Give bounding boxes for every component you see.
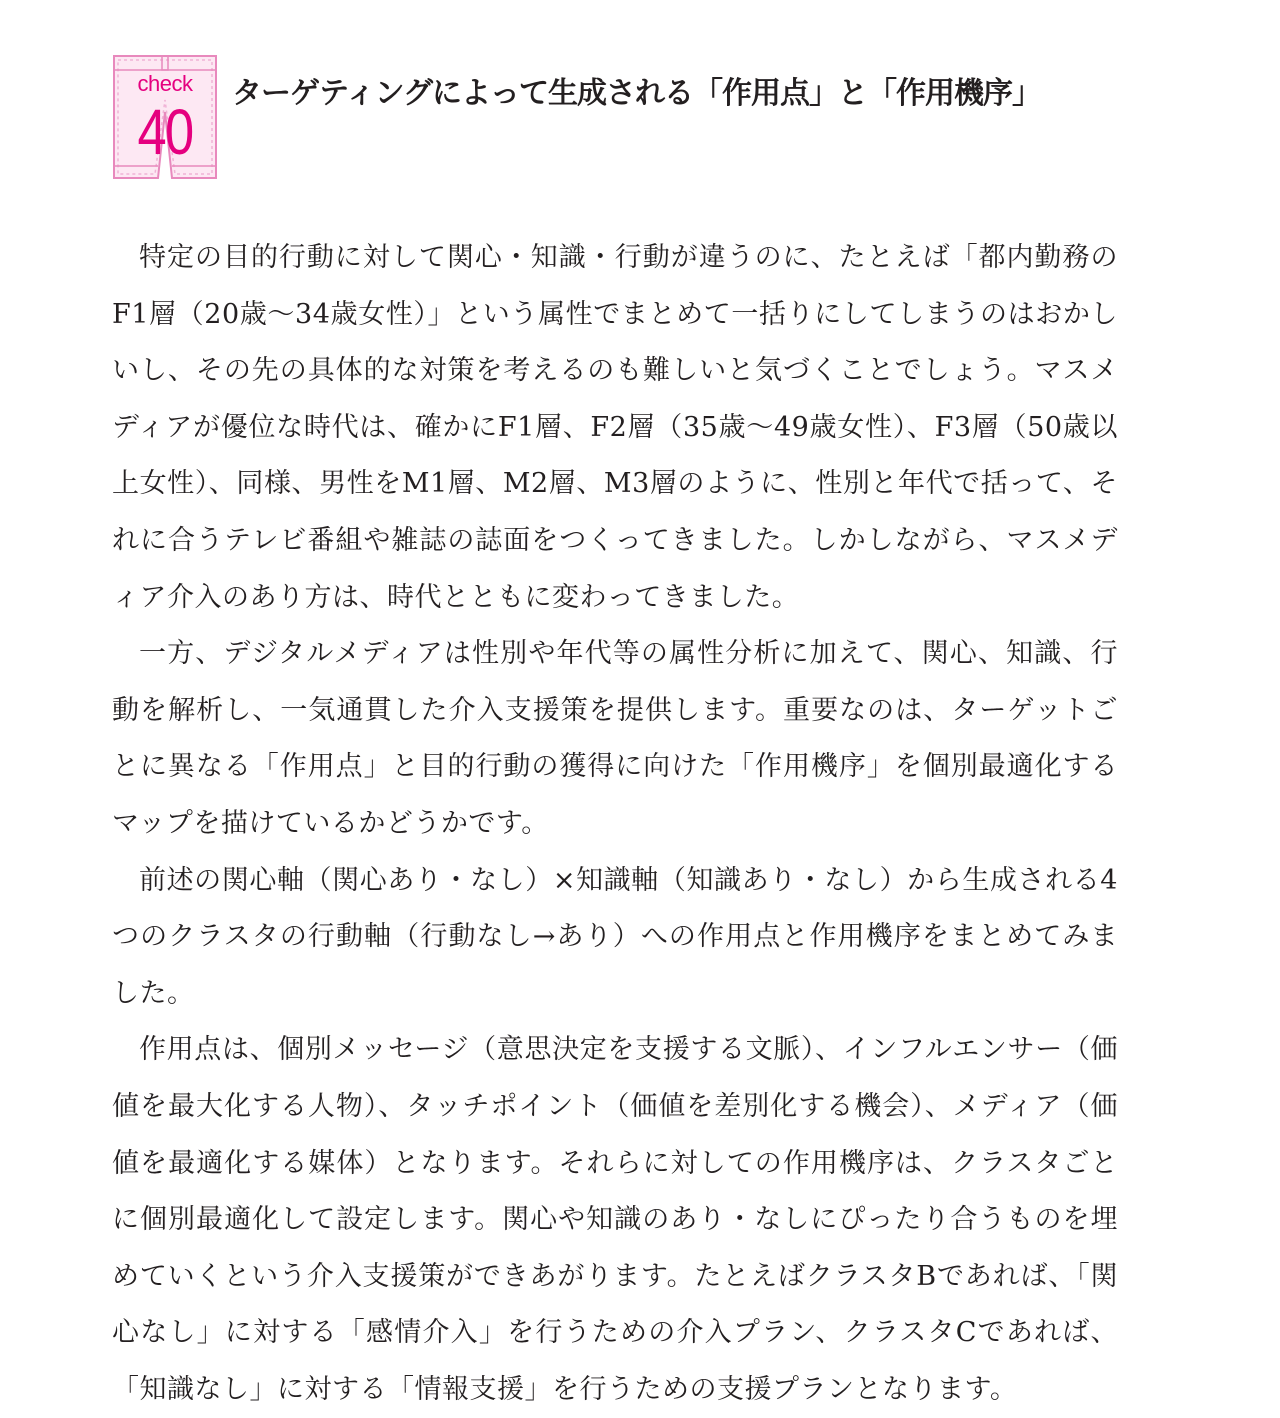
check-badge bbox=[108, 52, 222, 182]
body-text bbox=[112, 230, 1118, 1418]
badge-check-label: check bbox=[137, 71, 193, 96]
paragraph-1: 特定の目的行動に対して関心・知識・行動が違うのに、たとえば「都内勤務のF1層（20歳～34歳女性）」という属性でまとめて一括りにしてしまうのはおかしいし、その先の具体的な対策を考えるのも難しいと気づくことでしょう。マスメディアが優位な時代は、確かにF1層、F2層（35歳～49歳女性）、F3層（50歳以上女性）、同様、男性をM1層、M2層、M3層のように、性別と年代で括って、それに合うテレビ番組や雑誌の誌面をつくってきました。しかしながら、マスメディア介入のあり方は、時代とともに変わってきました。 bbox=[112, 242, 1118, 613]
paragraph-4: 作用点は、個別メッセージ（意思決定を支援する文脈）、インフルエンサー（価値を最大化する人物）、タッチポイント（価値を差別化する機会）、メディア（価値を最適化する媒体）となります。それらに対しての作用機序は、クラスタごとに個別最適化して設定します。関心や知識のあり・なしにぴったり合うものを埋めていくという介入支援策ができあがります。たとえばクラスタBであれば、「関心なし」に対する「感情介入」を行うための介入プラン、クラスタCであれば、「知識なし」に対する「情報支援」を行うための支援プランとなります。 bbox=[112, 1034, 1118, 1405]
paragraph-3: 前述の関心軸（関心あり・なし）×知識軸（知識あり・なし）から生成される4つのクラスタの行動軸（行動なし→あり）への作用点と作用機序をまとめてみました。 bbox=[112, 864, 1118, 1009]
paragraph-2: 一方、デジタルメディアは性別や年代等の属性分析に加えて、関心、知識、行動を解析し、一気通貫した介入支援策を提供します。重要なのは、ターゲットごとに異なる「作用点」と目的行動の獲得に向けた「作用機序」を個別最適化するマップを描けているかどうかです。 bbox=[112, 638, 1118, 839]
page-title: ターゲティングによって生成される「作用点」と「作用機序」 bbox=[232, 76, 1041, 111]
badge-number: 40 bbox=[137, 96, 193, 168]
section-header bbox=[108, 52, 1168, 182]
